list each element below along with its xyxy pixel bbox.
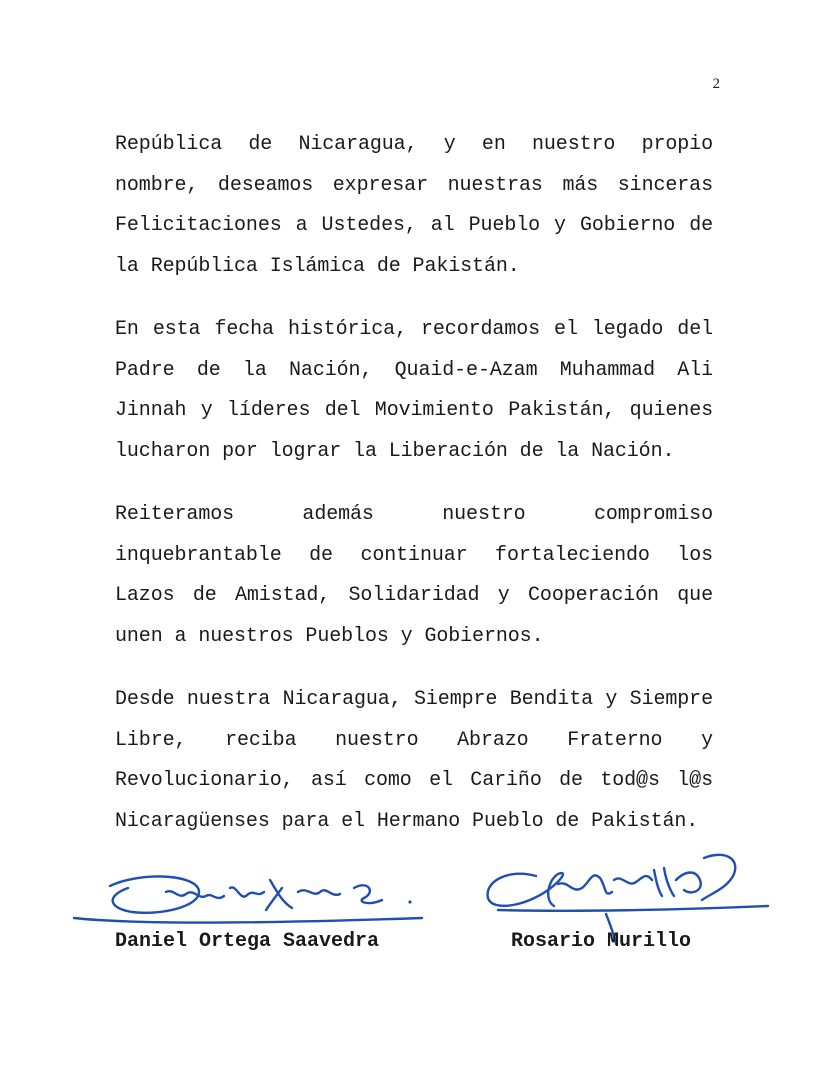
letter-body (115, 125, 713, 865)
page-number: 2 (712, 76, 720, 92)
paragraph-commitment: Reiteramos además nuestro compromiso inquebrantable de continuar fortaleciendo los Lazos de Amistad, Solidaridad y Cooperación que unen a nuestros Pueblos y Gobiernos. (115, 503, 713, 648)
paragraph-greeting: República de Nicaragua, y en nuestro propio nombre, deseamos expresar nuestras más sinceras Felicitaciones a Ustedes, al Pueblo y Gobierno de la República Islámica de Pakistán. (115, 133, 713, 278)
paragraph-legacy: En esta fecha histórica, recordamos el legado del Padre de la Nación, Quaid-e-Azam Muhammad Ali Jinnah y líderes del Movimiento Pakistán, quienes lucharon por lograr la Liberación de la Nación. (115, 318, 713, 463)
signature-left-image (70, 858, 430, 938)
paragraph-closing: Desde nuestra Nicaragua, Siempre Bendita y Siempre Libre, reciba nuestro Abrazo Fraterno y Revolucionario, así como el Cariño de tod@s l@s Nicaragüenses para el Hermano Pueblo de Pakistán. (115, 688, 713, 833)
signatory-name-left: Daniel Ortega Saavedra (115, 930, 380, 953)
signatory-name-right: Rosario Murillo (511, 930, 692, 953)
